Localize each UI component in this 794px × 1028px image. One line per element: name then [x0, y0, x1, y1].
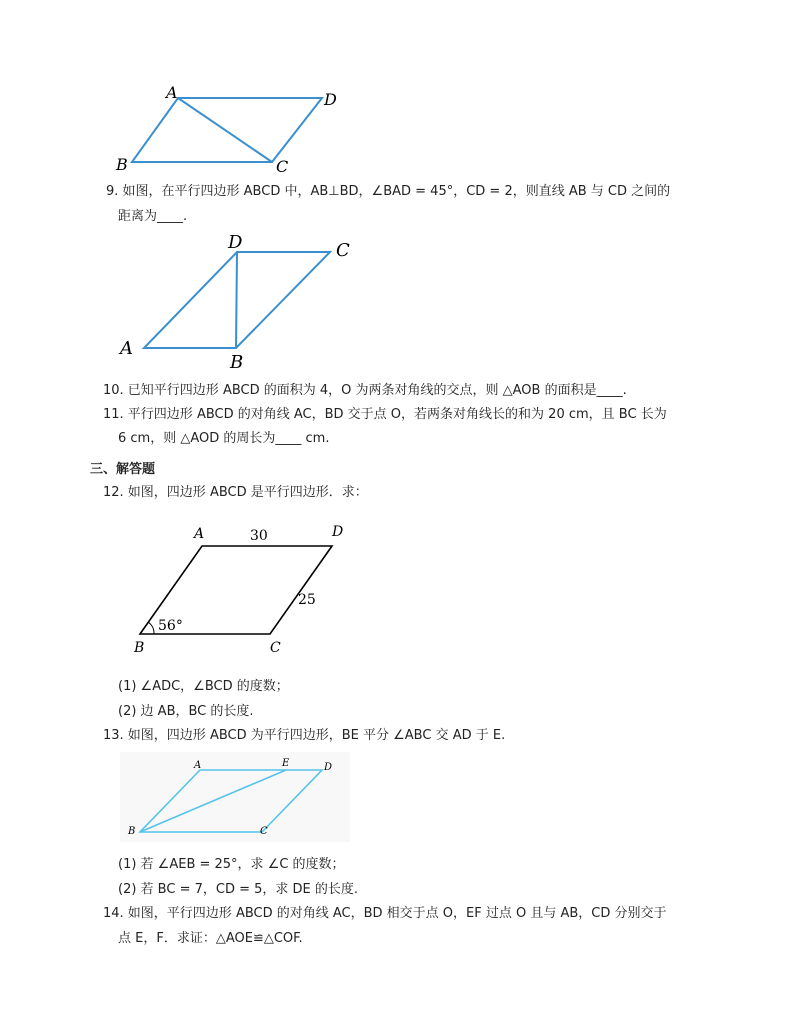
- q13-sub1: (1) 若 ∠AEB = 25°，求 ∠C 的度数；: [118, 857, 345, 872]
- side-length-top: 30: [250, 528, 268, 544]
- label-a: A: [120, 338, 133, 359]
- label-c: C: [336, 240, 350, 261]
- label-c: C: [276, 157, 289, 176]
- figure-bg: [120, 752, 350, 842]
- angle-arc: [148, 622, 154, 634]
- q12-sub2: (2) 边 AB，BC 的长度.: [118, 704, 254, 719]
- label-a: A: [194, 526, 205, 542]
- q14-line2: 点 E，F．求证：△AOE≌△COF.: [118, 931, 303, 946]
- label-a: A: [166, 83, 178, 102]
- q12-sub1: (1) ∠ADC，∠BCD 的度数；: [118, 679, 289, 694]
- label-d: D: [228, 232, 243, 253]
- label-e: E: [282, 758, 290, 769]
- section-title: 三、解答题: [90, 462, 156, 477]
- parallelogram-shape: [132, 98, 322, 162]
- label-b: B: [134, 640, 145, 656]
- figure-q13: [120, 752, 350, 842]
- label-c: C: [270, 640, 281, 656]
- segment-bd: [236, 252, 237, 348]
- figure-q12: [130, 518, 360, 658]
- q13-text: 13. 如图，四边形 ABCD 为平行四边形，BE 平分 ∠ABC 交 AD 于 E.: [103, 728, 506, 743]
- q11-line2: 6 cm，则 △AOD 的周长为____ cm.: [118, 431, 330, 446]
- label-d: D: [324, 90, 337, 109]
- figure-q9: [112, 228, 372, 373]
- q9-line2: 距离为____.: [118, 209, 188, 224]
- diagonal-ac: [178, 98, 272, 162]
- q12-text: 12. 如图，四边形 ABCD 是平行四边形．求：: [103, 485, 368, 500]
- label-d: D: [332, 524, 344, 540]
- figure-parallelogram-top: [112, 80, 352, 180]
- label-b: B: [116, 155, 128, 174]
- q13-sub2: (2) 若 BC = 7，CD = 5，求 DE 的长度.: [118, 882, 359, 897]
- label-c: C: [260, 826, 268, 837]
- label-b: B: [230, 352, 244, 373]
- side-length-right: 25: [298, 592, 316, 608]
- q9-line1: 9. 如图，在平行四边形 ABCD 中，AB⊥BD，∠BAD = 45°，CD = 2，则直线 AB 与 CD 之间的: [106, 184, 671, 199]
- q11-line1: 11. 平行四边形 ABCD 的对角线 AC，BD 交于点 O，若两条对角线长的和为 20 cm，且 BC 长为: [103, 407, 667, 422]
- label-b: B: [128, 826, 136, 837]
- label-d: D: [324, 762, 333, 773]
- q10-text: 10. 已知平行四边形 ABCD 的面积为 4，O 为两条对角线的交点，则 △AOB 的面积是____.: [103, 383, 627, 398]
- label-a: A: [194, 760, 202, 771]
- angle-label: 56°: [158, 618, 183, 634]
- q14-line1: 14. 如图，平行四边形 ABCD 的对角线 AC，BD 相交于点 O，EF 过点 O 且与 AB，CD 分别交于: [103, 906, 667, 921]
